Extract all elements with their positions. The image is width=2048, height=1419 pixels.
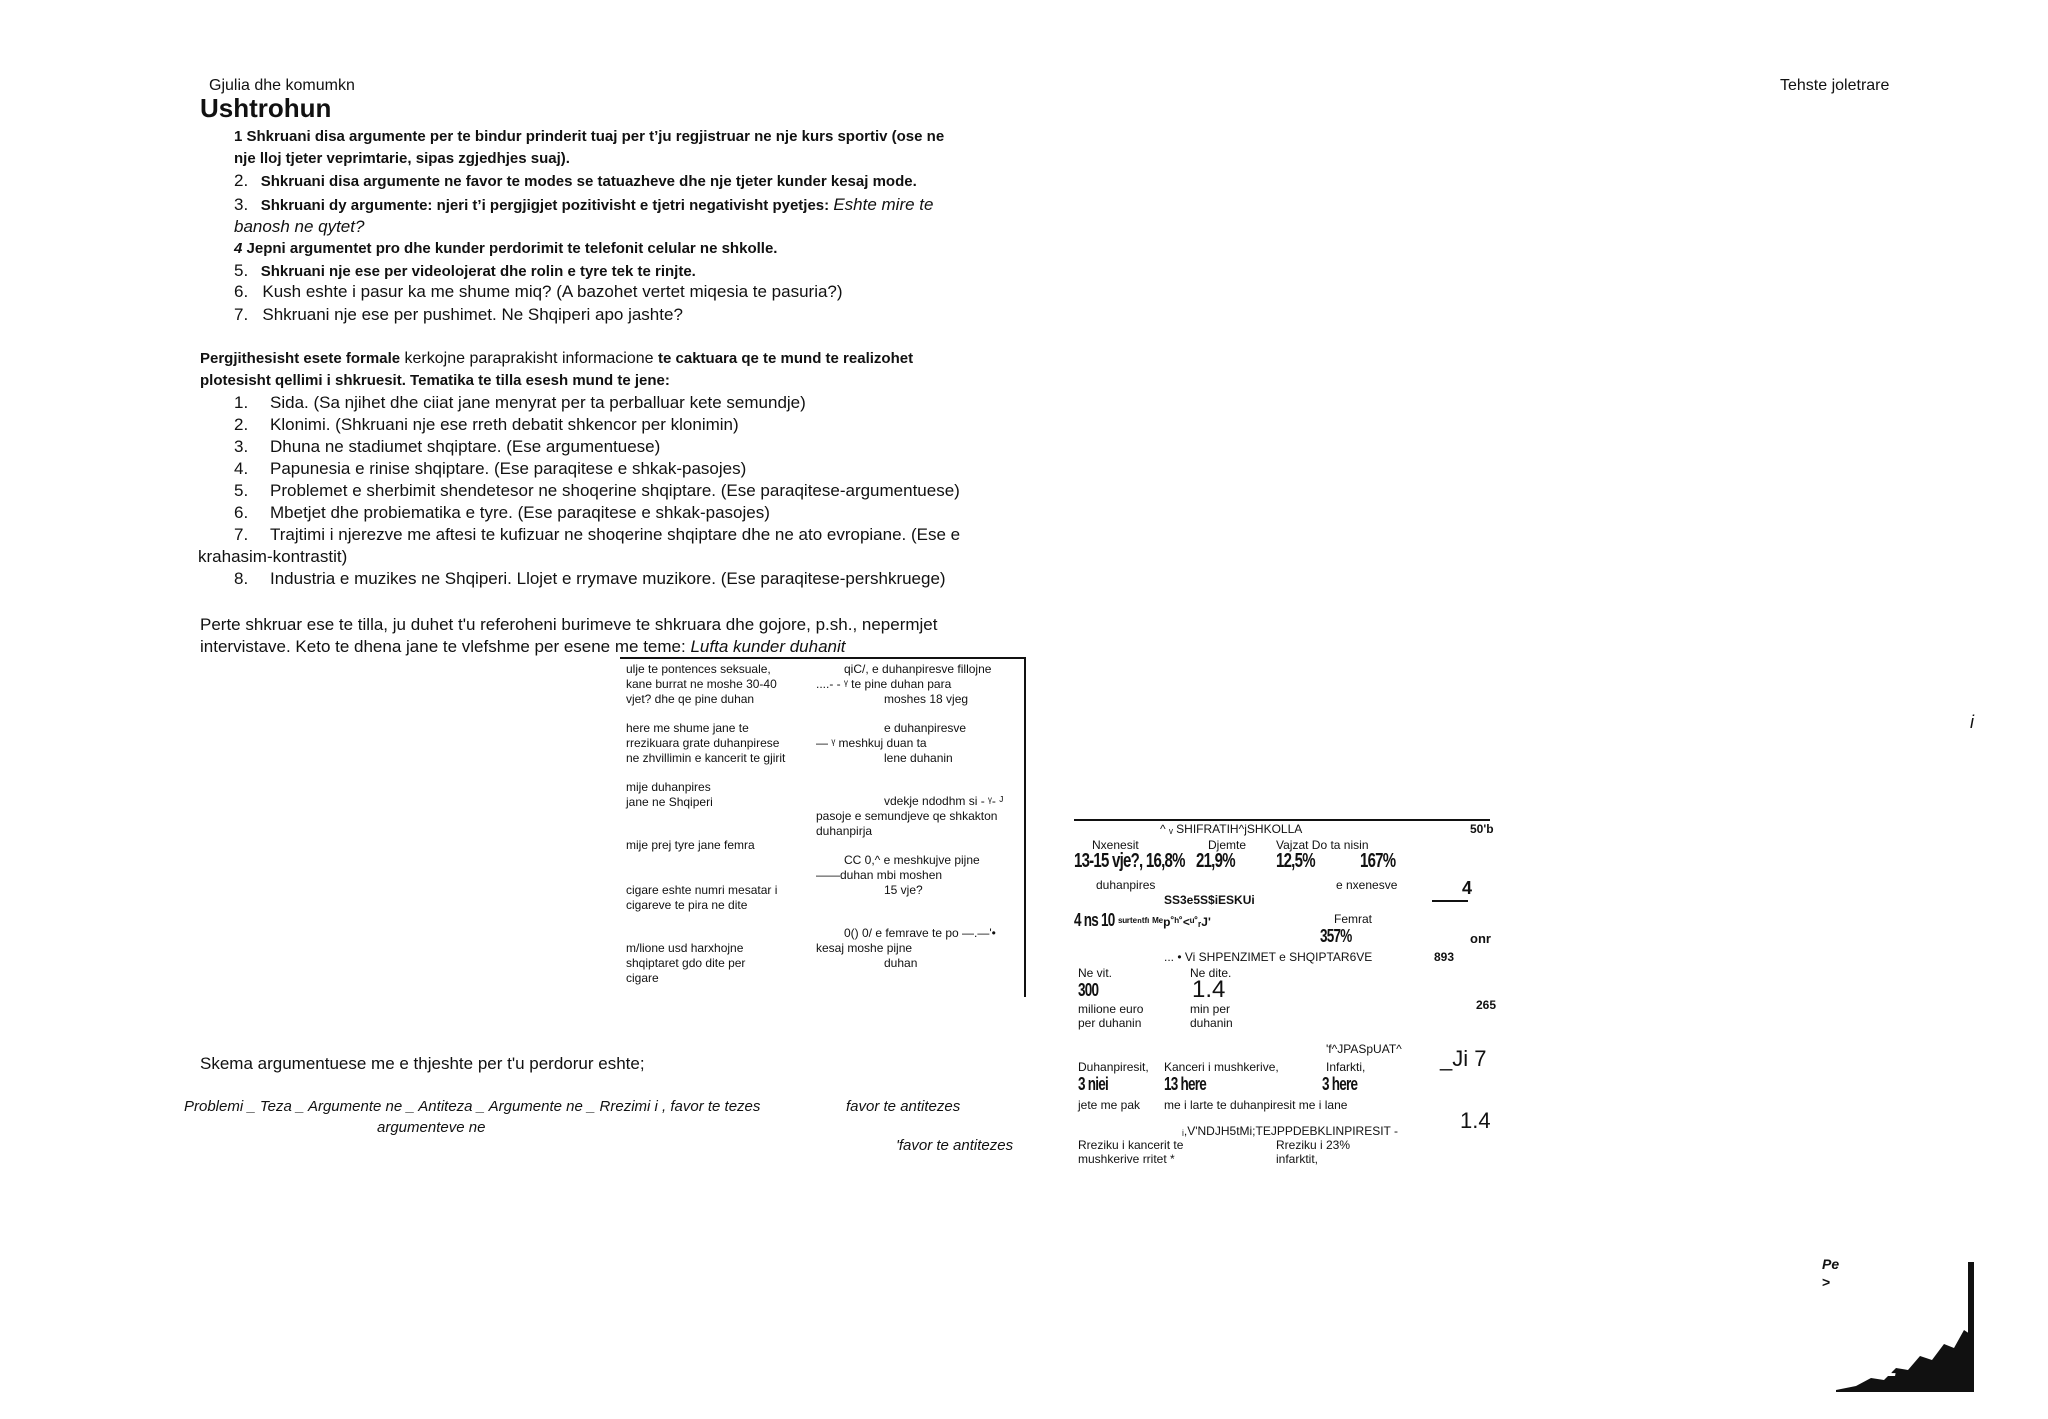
infographic-c8: duhanin: [1190, 1016, 1233, 1030]
topic-item: 7. Trajtimi i njerezve me aftesi te kufizuar ne shoqerine shqiptare dhe ne ato evropiane. (Ese e: [234, 525, 961, 544]
infographic-s6-mark: onr: [1470, 931, 1491, 946]
infographic-d6: 3 here: [1322, 1074, 1358, 1094]
infographic-s5: Femrat: [1334, 912, 1373, 926]
infographic-c5: milione euro: [1078, 1002, 1144, 1016]
table-col-right: qiC/, e duhanpiresve fillojne ....- - ᵞ te pine duhan para moshes 18 vjeg e duhanpiresve — ᵞ meshkuj duan ta lene duhanin vdekje ndodhm si - ᵞ- ᴶ pasoje e semundjeve qe shkakton duhanpirja CC 0,^ e meshkujve pijne ——duhan mbi moshen 15 vje? 0() 0/ e femrave te po —.—'• kesaj moshe pijne duhan: [816, 662, 1004, 970]
infographic-s2-mark: 4: [1462, 878, 1473, 898]
infographic-c4-mark: 265: [1476, 998, 1497, 1012]
schema-row-2: argumenteve ne: [377, 1119, 486, 1136]
infographic-v1: 13-15 vje?, 16,8%: [1074, 850, 1185, 872]
infographic-s2: e nxenesve: [1336, 878, 1398, 892]
infographic-d0-mark: _Ji 7: [1440, 1046, 1487, 1071]
topics-list: [198, 392, 961, 590]
exercise-1: 1 Shkruani disa argumente per te bindur prinderit tuaj per t’ju regjistruar ne nje kurs sportiv (ose ne: [234, 128, 945, 145]
infographic-d4: 3 niei: [1078, 1074, 1109, 1094]
corner-text-b: >: [1822, 1274, 1831, 1290]
exercise-1-cont: nje lloj tjeter veprimtarie, sipas zgjedhjes suaj).: [234, 150, 570, 167]
infographic-c4: 1.4: [1192, 976, 1226, 1003]
infographic-d9: 1.4: [1460, 1108, 1491, 1133]
intro-line-1: Pergjithesisht esete formale kerkojne paraprakisht informacione te caktuara qe te mund te realizohet: [200, 350, 914, 367]
exercise-3: 3. Shkruani dy argumente: njeri t’i pergjigjet pozitivisht e tjetri negativisht pyetjes: Eshte mire te: [234, 195, 934, 214]
infographic-c3: 300: [1078, 980, 1099, 1000]
infographic-s7: ... • Vi SHPENZIMET e SHQIPTAR6VE: [1164, 950, 1373, 964]
infographic-d2: Kanceri i mushkerive,: [1164, 1060, 1279, 1074]
refs-line-1: Perte shkruar ese te tilla, ju duhet t'u referoheni burimeve te shkruara dhe gojore, p.sh., nepermjet: [200, 615, 938, 634]
page-number: 21: [1868, 1352, 1897, 1382]
topic-item: 1. Sida. (Sa njihet dhe ciiat jane menyrat per ta perballuar kete semundje): [234, 393, 806, 412]
exercise-3-cont: banosh ne qytet?: [234, 217, 365, 236]
infographic-h3: Vajzat Do ta nisin: [1276, 838, 1369, 852]
topic-item: 8. Industria e muzikes ne Shqiperi. Llojet e rrymave muzikore. (Ese paraqitese-pershkruege): [234, 569, 946, 588]
infographic-d5: 13 here: [1164, 1074, 1207, 1094]
page-title: Ushtrohun: [200, 93, 332, 123]
table-top-border: [620, 657, 1026, 659]
topic-item: krahasim-kontrastit): [198, 547, 348, 566]
infographic-d14: infarktit,: [1276, 1152, 1319, 1166]
infographic-title-mark: 50'b: [1470, 822, 1494, 836]
infographic-title: ^ ᵥ SHIFRATIH^jSHKOLLA: [1160, 822, 1303, 836]
infographic-v4: 167%: [1360, 850, 1396, 872]
exercise-5: 5. Shkruani nje ese per videolojerat dhe rolin e tyre tek te rinjte.: [234, 261, 696, 280]
infographic-d12: Rreziku i 23%: [1276, 1138, 1351, 1152]
infographic-top-rule: [1074, 819, 1490, 821]
infographic-c7: per duhanin: [1078, 1016, 1142, 1030]
infographic-s6: 357%: [1320, 926, 1352, 946]
infographic-d11: Rreziku i kancerit te: [1078, 1138, 1184, 1152]
infographic-h2: Djemte: [1208, 838, 1247, 852]
infographic-s3: SS3e5S$iESKUi: [1164, 893, 1255, 907]
intro-line-2: plotesisht qellimi i shkruesit. Tematika te tilla esesh mund te jene:: [200, 372, 670, 389]
schema-row-3: 'favor te antitezes: [896, 1137, 1014, 1154]
topic-item: 4. Papunesia e rinise shqiptare. (Ese paraqitese e shkak-pasojes): [234, 459, 747, 478]
infographic-v3: 12,5%: [1276, 850, 1315, 872]
topic-item: 6. Mbetjet dhe probiematika e tyre. (Ese paraqitese e shkak-pasojes): [234, 503, 770, 522]
table-col-left: ulje te pontences seksuale, kane burrat ne moshe 30-40 vjet? dhe qe pine duhan here me shume jane te rrezikuara grate duhanpirese ne zhvillimin e kancerit te gjirit mije duhanpires jane ne Shqiperi mije prej tyre jane femra cigare eshte numri mesatar i cigareve te pira ne dite m/lione usd harxhojne shqiptaret gdo dite per cigare: [626, 662, 786, 985]
infographic-d1: Duhanpiresit,: [1078, 1060, 1149, 1074]
topic-item: 5. Problemet e sherbimit shendetesor ne shoqerine shqiptare. (Ese paraqitese-argumentuese): [234, 481, 960, 500]
infographic-dash: [1432, 900, 1468, 902]
exercise-4: 4 Jepni argumentet pro dhe kunder perdorimit te telefonit celular ne shkolle.: [234, 240, 778, 257]
infographic-c2: Ne dite.: [1190, 966, 1232, 980]
infographic-h1: Nxenesit: [1092, 838, 1139, 852]
infographic-d13: mushkerive rritet *: [1078, 1152, 1175, 1166]
schema-row-right: favor te antitezes: [846, 1098, 961, 1115]
infographic-d7: jete me pak: [1078, 1098, 1141, 1112]
infographic-c1: Ne vit.: [1078, 966, 1113, 980]
topic-item: 3. Dhuna ne stadiumet shqiptare. (Ese argumentuese): [234, 437, 661, 456]
refs-line-2: intervistave. Keto te dhena jane te vlefshme per esene me teme: Lufta kunder duhanit: [200, 637, 846, 656]
scan-noise-icon: [1836, 1290, 1976, 1392]
corner-text-a: Pe: [1822, 1256, 1840, 1272]
infographic-s1: duhanpires: [1096, 878, 1156, 892]
infographic-s7-mark: 893: [1434, 950, 1455, 964]
infographic-v2: 21,9%: [1196, 850, 1235, 872]
topic-item: 2. Klonimi. (Shkruani nje ese rreth debatit shkencor per klonimin): [234, 415, 739, 434]
exercise-2: 2. Shkruani disa argumente ne favor te modes se tatuazheve dhe nje tjeter kunder kesaj mode.: [234, 171, 917, 190]
infographic-c6: min per: [1190, 1002, 1231, 1016]
infographic-d0: 'f^JPASpUAT^: [1326, 1042, 1402, 1056]
infographic-d3: Infarkti,: [1326, 1060, 1366, 1074]
table-right-border: [1024, 657, 1026, 997]
header-right: Tehste joletrare: [1780, 77, 1890, 94]
infographic-d8: me i larte te duhanpiresit me i lane: [1164, 1098, 1348, 1112]
schema-title: Skema argumentuese me e thjeshte per t'u perdorur eshte;: [200, 1054, 645, 1073]
infographic-s4: 4 ns 10 ˢᵘʳᵗᵉⁿᵗᶠᶦ ᴹᵉp˚ʰ˚<ᵘ˚ᵣJ': [1074, 910, 1211, 930]
exercise-7: 7. Shkruani nje ese per pushimet. Ne Shqiperi apo jashte?: [234, 305, 683, 324]
margin-mark: i: [1970, 712, 1974, 732]
exercise-6: 6. Kush eshte i pasur ka me shume miq? (A bazohet vertet miqesia te pasuria?): [234, 282, 843, 301]
schema-row: Problemi _ Teza _ Argumente ne _ Antiteza _ Argumente ne _ Rrezimi i , favor te tezes: [184, 1098, 761, 1115]
infographic-d10: ᵢ,V'NDJH5tMi;TEJPPDEBKLINPIRESΙT -: [1182, 1124, 1398, 1138]
header-left: Gjulia dhe komumkn: [209, 77, 355, 94]
